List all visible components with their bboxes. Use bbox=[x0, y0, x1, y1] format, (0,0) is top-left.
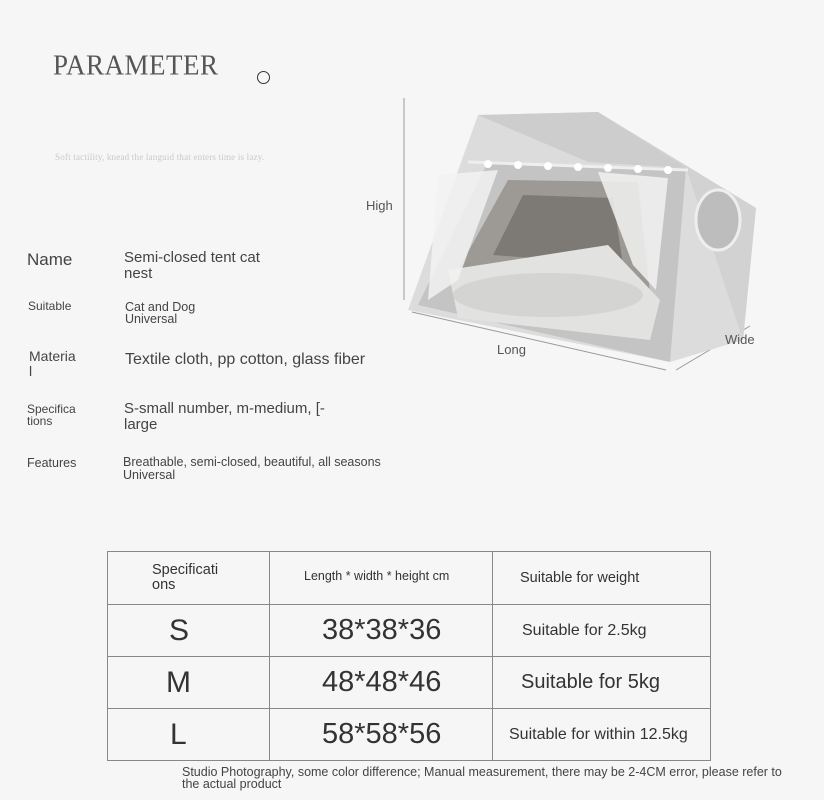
param-value-name: Semi-closed tent cat nest bbox=[124, 249, 260, 282]
param-value-suitable: Cat and Dog Universal bbox=[125, 300, 196, 326]
size-cell: S bbox=[169, 613, 190, 647]
dimension-label-long: Long bbox=[497, 342, 526, 357]
param-label-features: Features bbox=[27, 456, 77, 470]
size-cell: L bbox=[170, 717, 187, 751]
header-specifications: Specifications bbox=[152, 562, 219, 593]
table-cell bbox=[108, 657, 270, 709]
footer-note: Studio Photography, some color difference; Manual measurement, there may be 2-4CM error, please refer to the actual product bbox=[182, 765, 782, 791]
param-value-features: Breathable, semi-closed, beautiful, all seasons Universal bbox=[123, 455, 381, 482]
product-image-tent bbox=[398, 90, 778, 390]
table-cell bbox=[493, 709, 711, 761]
tagline: Soft tactility, knead the languid that enters time is lazy. bbox=[55, 152, 265, 162]
table-cell bbox=[108, 605, 270, 657]
param-value-material: Textile cloth, pp cotton, glass fiber bbox=[125, 351, 366, 368]
table-cell bbox=[270, 605, 493, 657]
param-label-suitable: Suitable bbox=[28, 299, 72, 313]
dimension-label-high: High bbox=[366, 198, 393, 213]
size-cell: M bbox=[166, 665, 191, 699]
table-row bbox=[108, 709, 711, 761]
header-weight: Suitable for weight bbox=[520, 570, 640, 586]
table-row bbox=[108, 605, 711, 657]
circle-decoration bbox=[257, 71, 270, 84]
dims-cell: 58*58*56 bbox=[322, 718, 442, 750]
page-title: PARAMETER bbox=[53, 49, 219, 81]
table-header-row bbox=[108, 552, 711, 605]
table-row bbox=[108, 657, 711, 709]
table-cell bbox=[493, 605, 711, 657]
dims-cell: 38*38*36 bbox=[322, 614, 442, 646]
dimension-label-wide: Wide bbox=[725, 332, 755, 347]
header-dimensions: Length * width * height cm bbox=[304, 569, 450, 583]
param-label-material: Material bbox=[29, 348, 76, 379]
table-cell bbox=[270, 709, 493, 761]
size-spec-table bbox=[107, 551, 711, 761]
param-label-specifications: Specifications bbox=[27, 402, 76, 428]
table-cell bbox=[270, 657, 493, 709]
param-label-name: Name bbox=[27, 250, 73, 269]
weight-cell: Suitable for 2.5kg bbox=[522, 621, 647, 639]
weight-cell: Suitable for 5kg bbox=[521, 671, 660, 693]
table-header-cell bbox=[108, 552, 270, 605]
table-cell bbox=[493, 657, 711, 709]
weight-cell: Suitable for within 12.5kg bbox=[509, 725, 688, 743]
param-value-specifications: S-small number, m-medium, [-large bbox=[124, 400, 325, 433]
table-header-cell bbox=[270, 552, 493, 605]
table-cell bbox=[108, 709, 270, 761]
table-header-cell bbox=[493, 552, 711, 605]
dims-cell: 48*48*46 bbox=[322, 666, 442, 698]
